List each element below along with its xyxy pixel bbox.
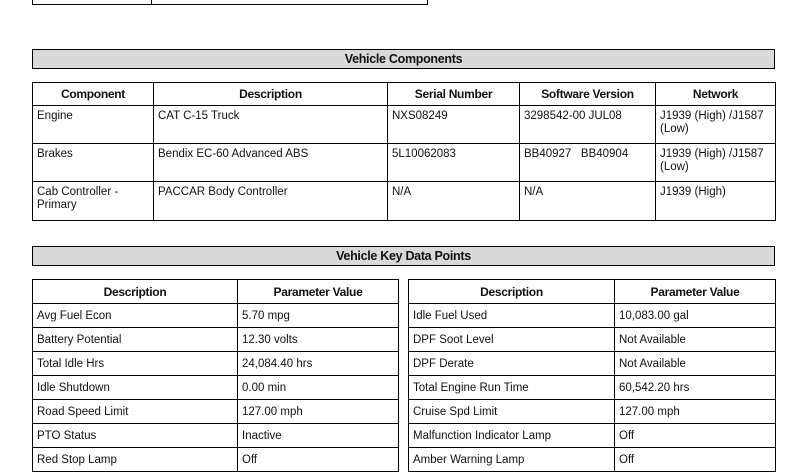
cell-component: Cab Controller - Primary: [33, 182, 154, 221]
param-value: 127.00 mph: [615, 400, 776, 424]
table-row: [409, 328, 776, 352]
param-value: 10,083.00 gal: [615, 304, 776, 328]
param-description: DPF Derate: [409, 352, 615, 376]
param-description: Red Stop Lamp: [33, 448, 238, 472]
col-header-description: Description: [409, 280, 615, 304]
table-row: [33, 352, 399, 376]
table-row: [33, 106, 776, 144]
param-description: Battery Potential: [33, 328, 238, 352]
table-row: [409, 352, 776, 376]
param-value: Inactive: [238, 424, 399, 448]
param-description: PTO Status: [33, 424, 238, 448]
col-header-network: Network: [656, 83, 776, 106]
table-row: [33, 144, 776, 182]
table-row: [33, 424, 399, 448]
param-value: Not Available: [615, 328, 776, 352]
param-description: Total Idle Hrs: [33, 352, 238, 376]
table-row: [33, 448, 399, 472]
cell-network: J1939 (High) /J1587 (Low): [656, 106, 776, 144]
param-value: 0.00 min: [238, 376, 399, 400]
param-value: Off: [615, 448, 776, 472]
table-row: [33, 328, 399, 352]
param-description: Idle Fuel Used: [409, 304, 615, 328]
cell-serial: 5L10062083: [388, 144, 520, 182]
param-value: 24,084.40 hrs: [238, 352, 399, 376]
param-value: Off: [238, 448, 399, 472]
cell-software: 3298542-00 JUL08: [520, 106, 656, 144]
param-description: Avg Fuel Econ: [33, 304, 238, 328]
table-row: [33, 376, 399, 400]
cell-software: N/A: [520, 182, 656, 221]
keydata-right-table: [408, 279, 776, 472]
param-description: Cruise Spd Limit: [409, 400, 615, 424]
cell-component: Brakes: [33, 144, 154, 182]
cell-description: Bendix EC-60 Advanced ABS: [154, 144, 388, 182]
table-row: [33, 182, 776, 221]
previous-table-remnant: [32, 0, 428, 5]
param-description: DPF Soot Level: [409, 328, 615, 352]
param-value: 5.70 mpg: [238, 304, 399, 328]
components-table: [32, 82, 776, 221]
col-header-description: Description: [33, 280, 238, 304]
col-header-serial: Serial Number: [388, 83, 520, 106]
table-row: [33, 304, 399, 328]
table-row: [409, 376, 776, 400]
param-value: Off: [615, 424, 776, 448]
param-description: Idle Shutdown: [33, 376, 238, 400]
param-description: Total Engine Run Time: [409, 376, 615, 400]
cell-description: PACCAR Body Controller: [154, 182, 388, 221]
cell-network: J1939 (High) /J1587 (Low): [656, 144, 776, 182]
cell-component: Engine: [33, 106, 154, 144]
cell-serial: NXS08249: [388, 106, 520, 144]
table-row: [409, 400, 776, 424]
cell-description: CAT C-15 Truck: [154, 106, 388, 144]
table-row: [409, 424, 776, 448]
table-row: [409, 448, 776, 472]
param-description: Malfunction Indicator Lamp: [409, 424, 615, 448]
table-row: [409, 304, 776, 328]
param-value: 12.30 volts: [238, 328, 399, 352]
param-description: Amber Warning Lamp: [409, 448, 615, 472]
col-header-parameter-value: Parameter Value: [238, 280, 399, 304]
cell-network: J1939 (High): [656, 182, 776, 221]
cell-serial: N/A: [388, 182, 520, 221]
col-header-description: Description: [154, 83, 388, 106]
cell-software: BB40927 BB40904: [520, 144, 656, 182]
col-header-software: Software Version: [520, 83, 656, 106]
param-value: 60,542.20 hrs: [615, 376, 776, 400]
vehicle-key-data-title: Vehicle Key Data Points: [32, 246, 775, 266]
table-row: [33, 400, 399, 424]
vehicle-components-title: Vehicle Components: [32, 49, 775, 69]
col-header-component: Component: [33, 83, 154, 106]
col-header-parameter-value: Parameter Value: [615, 280, 776, 304]
param-value: 127.00 mph: [238, 400, 399, 424]
param-description: Road Speed Limit: [33, 400, 238, 424]
param-value: Not Available: [615, 352, 776, 376]
keydata-left-table: [32, 279, 399, 472]
